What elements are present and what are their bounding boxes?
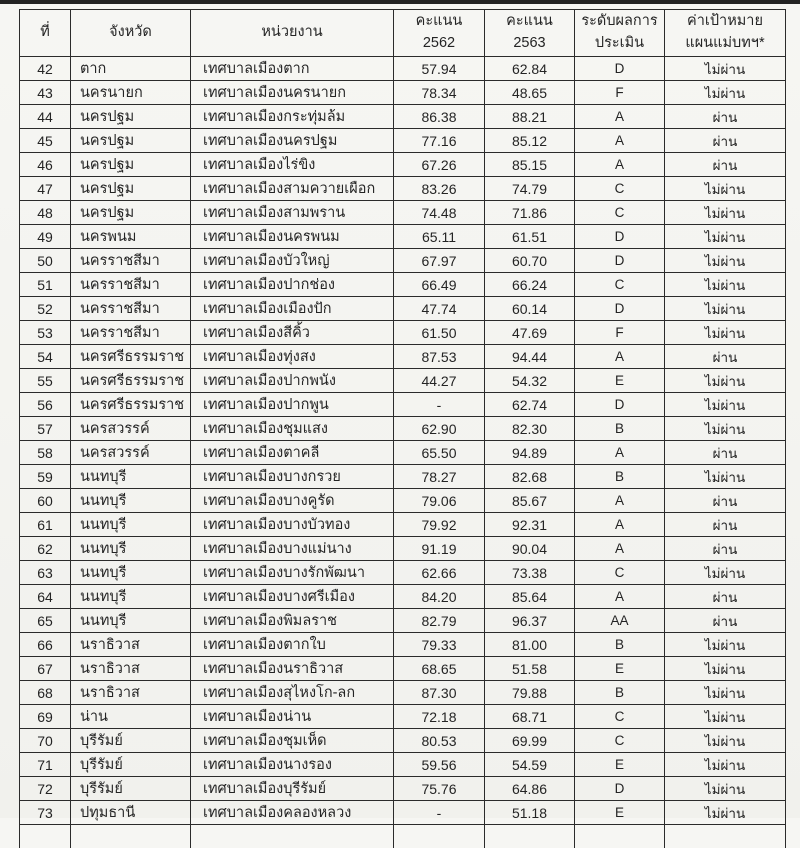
cell-no: 45 [20, 129, 71, 153]
cell-score_2562: 77.16 [394, 129, 485, 153]
col-header-target-line2: แผนแม่บทฯ* [665, 33, 785, 55]
col-header-score-2562 [394, 10, 485, 57]
cell-score_2563: 61.51 [485, 225, 575, 249]
cell-score_2563: 62.74 [485, 393, 575, 417]
table-row [20, 417, 786, 441]
cell-no: 49 [20, 225, 71, 249]
cell-no: 48 [20, 201, 71, 225]
cell-score_2563: 54.59 [485, 753, 575, 777]
col-header-grade-line2: ประเมิน [575, 33, 664, 55]
cell-grade: C [575, 705, 665, 729]
cell-target: ไม่ผ่าน [665, 729, 786, 753]
cell-grade: B [575, 465, 665, 489]
cell-no: 50 [20, 249, 71, 273]
cell-grade: D [575, 57, 665, 81]
cell-agency: เทศบาลเมืองตาก [191, 57, 394, 81]
cell-province: นครสวรรค์ [71, 417, 191, 441]
cell-grade [575, 825, 665, 848]
table-row [20, 729, 786, 753]
cell-no: 68 [20, 681, 71, 705]
cell-score_2563: 96.37 [485, 609, 575, 633]
cell-score_2562: 67.97 [394, 249, 485, 273]
cell-score_2562: 62.66 [394, 561, 485, 585]
col-header-score-2563 [485, 10, 575, 57]
cell-grade: F [575, 321, 665, 345]
cell-target: ผ่าน [665, 609, 786, 633]
cell-grade: E [575, 657, 665, 681]
cell-province: นครศรีธรรมราช [71, 345, 191, 369]
cell-agency: เทศบาลเมืองบุรีรัมย์ [191, 777, 394, 801]
cell-no: 47 [20, 177, 71, 201]
table-row [20, 105, 786, 129]
cell-no: 43 [20, 81, 71, 105]
cell-agency: เทศบาลเมืองนครพนม [191, 225, 394, 249]
cell-score_2563: 71.86 [485, 201, 575, 225]
cell-target: ไม่ผ่าน [665, 681, 786, 705]
cell-province: นนทบุรี [71, 609, 191, 633]
evaluation-results-table [19, 9, 786, 848]
col-header-target-line1: ค่าเป้าหมาย [665, 11, 785, 33]
table-row [20, 81, 786, 105]
cell-grade: A [575, 585, 665, 609]
table-row [20, 585, 786, 609]
cell-score_2563: 51.58 [485, 657, 575, 681]
cell-province: นครราชสีมา [71, 273, 191, 297]
cell-agency: เทศบาลเมืองบางรักพัฒนา [191, 561, 394, 585]
table-row [20, 249, 786, 273]
cell-grade: A [575, 129, 665, 153]
cell-score_2562: 79.33 [394, 633, 485, 657]
cell-agency: เทศบาลเมืองสุไหงโก-ลก [191, 681, 394, 705]
cell-score_2563: 94.44 [485, 345, 575, 369]
cell-score_2562: 62.90 [394, 417, 485, 441]
cell-score_2563: 62.84 [485, 57, 575, 81]
table-row [20, 273, 786, 297]
cell-agency: เทศบาลเมืองทุ่งสง [191, 345, 394, 369]
cell-province: นครราชสีมา [71, 249, 191, 273]
cell-grade: B [575, 681, 665, 705]
cell-score_2563: 82.30 [485, 417, 575, 441]
table-row [20, 321, 786, 345]
cell-province: นครสวรรค์ [71, 441, 191, 465]
cell-score_2563: 92.31 [485, 513, 575, 537]
col-header-no-label: ที่ [40, 24, 50, 40]
cell-grade: AA [575, 609, 665, 633]
cell-no: 53 [20, 321, 71, 345]
table-row [20, 705, 786, 729]
cell-score_2562: 67.26 [394, 153, 485, 177]
cell-agency: เทศบาลเมืองนครนายก [191, 81, 394, 105]
col-header-agency-label: หน่วยงาน [261, 24, 322, 40]
cell-target: ไม่ผ่าน [665, 201, 786, 225]
cell-province: นครปฐม [71, 105, 191, 129]
cell-grade: C [575, 561, 665, 585]
cell-target: ผ่าน [665, 441, 786, 465]
cell-target: ไม่ผ่าน [665, 57, 786, 81]
cell-no: 44 [20, 105, 71, 129]
cell-grade: B [575, 417, 665, 441]
cell-target: ผ่าน [665, 153, 786, 177]
col-header-no [20, 10, 71, 57]
cell-score_2562: - [394, 801, 485, 825]
cell-no: 73 [20, 801, 71, 825]
cell-target: ไม่ผ่าน [665, 705, 786, 729]
cell-no: 72 [20, 777, 71, 801]
col-header-province-label: จังหวัด [109, 24, 152, 40]
cell-target: ผ่าน [665, 489, 786, 513]
cell-score_2562: 61.50 [394, 321, 485, 345]
cell-province: นนทบุรี [71, 537, 191, 561]
cell-agency: เทศบาลเมืองสามพราน [191, 201, 394, 225]
cell-no: 54 [20, 345, 71, 369]
cell-grade: A [575, 441, 665, 465]
cell-no: 57 [20, 417, 71, 441]
cell-score_2563: 82.68 [485, 465, 575, 489]
cell-province: นครปฐม [71, 177, 191, 201]
cell-score_2562: 47.74 [394, 297, 485, 321]
table-row-partial [20, 825, 786, 848]
cell-no: 69 [20, 705, 71, 729]
cell-score_2563: 54.32 [485, 369, 575, 393]
cell-province [71, 825, 191, 848]
cell-score_2562: 79.92 [394, 513, 485, 537]
cell-score_2562: - [394, 393, 485, 417]
cell-no: 61 [20, 513, 71, 537]
col-header-score-2562-line2: 2562 [394, 33, 484, 55]
cell-agency: เทศบาลเมืองพิมลราช [191, 609, 394, 633]
cell-grade: B [575, 633, 665, 657]
col-header-grade [575, 10, 665, 57]
cell-score_2562: 86.38 [394, 105, 485, 129]
cell-province: นครปฐม [71, 129, 191, 153]
cell-target: ไม่ผ่าน [665, 273, 786, 297]
table-row [20, 657, 786, 681]
cell-score_2563: 85.64 [485, 585, 575, 609]
cell-province: บุรีรัมย์ [71, 777, 191, 801]
cell-grade: E [575, 753, 665, 777]
cell-score_2563: 69.99 [485, 729, 575, 753]
cell-score_2562: 83.26 [394, 177, 485, 201]
cell-agency: เทศบาลเมืองกระทุ่มล้ม [191, 105, 394, 129]
cell-score_2563: 60.14 [485, 297, 575, 321]
cell-agency: เทศบาลเมืองบางคูรัด [191, 489, 394, 513]
table-row [20, 801, 786, 825]
cell-score_2562: 82.79 [394, 609, 485, 633]
cell-province: นครพนม [71, 225, 191, 249]
cell-agency: เทศบาลเมืองชุมเห็ด [191, 729, 394, 753]
cell-score_2563: 64.86 [485, 777, 575, 801]
table-row [20, 489, 786, 513]
cell-grade: D [575, 297, 665, 321]
cell-agency: เทศบาลเมืองชุมแสง [191, 417, 394, 441]
table-row [20, 753, 786, 777]
cell-score_2562: 68.65 [394, 657, 485, 681]
cell-score_2563: 90.04 [485, 537, 575, 561]
cell-score_2563: 81.00 [485, 633, 575, 657]
cell-agency: เทศบาลเมืองบางแม่นาง [191, 537, 394, 561]
cell-no: 59 [20, 465, 71, 489]
cell-grade: A [575, 489, 665, 513]
table-row [20, 201, 786, 225]
table-row [20, 129, 786, 153]
cell-score_2562: 78.34 [394, 81, 485, 105]
cell-target: ไม่ผ่าน [665, 465, 786, 489]
cell-no: 70 [20, 729, 71, 753]
cell-target: ไม่ผ่าน [665, 657, 786, 681]
cell-score_2562: 75.76 [394, 777, 485, 801]
table-body [20, 57, 786, 848]
cell-agency: เทศบาลเมืองสีคิ้ว [191, 321, 394, 345]
cell-agency: เทศบาลเมืองตากใบ [191, 633, 394, 657]
cell-grade: A [575, 345, 665, 369]
cell-province: บุรีรัมย์ [71, 753, 191, 777]
cell-agency: เทศบาลเมืองเมืองปัก [191, 297, 394, 321]
cell-no: 46 [20, 153, 71, 177]
col-header-agency [191, 10, 394, 57]
cell-province: น่าน [71, 705, 191, 729]
table-row [20, 465, 786, 489]
cell-province: นครราชสีมา [71, 297, 191, 321]
cell-score_2562: 59.56 [394, 753, 485, 777]
cell-score_2562: 57.94 [394, 57, 485, 81]
col-header-grade-line1: ระดับผลการ [575, 11, 664, 33]
table-row [20, 153, 786, 177]
cell-target: ไม่ผ่าน [665, 81, 786, 105]
cell-target: ผ่าน [665, 537, 786, 561]
cell-grade: D [575, 249, 665, 273]
cell-target: ไม่ผ่าน [665, 633, 786, 657]
cell-agency: เทศบาลเมืองปากพนัง [191, 369, 394, 393]
cell-target: ไม่ผ่าน [665, 177, 786, 201]
cell-target: ไม่ผ่าน [665, 777, 786, 801]
cell-no: 58 [20, 441, 71, 465]
table-row [20, 441, 786, 465]
cell-target [665, 825, 786, 848]
cell-agency: เทศบาลเมืองปากช่อง [191, 273, 394, 297]
table-row [20, 513, 786, 537]
col-header-score-2563-line1: คะแนน [485, 11, 574, 33]
cell-target: ผ่าน [665, 585, 786, 609]
cell-score_2562: 87.30 [394, 681, 485, 705]
cell-agency: เทศบาลเมืองตาคลี [191, 441, 394, 465]
cell-score_2562: 91.19 [394, 537, 485, 561]
cell-no: 56 [20, 393, 71, 417]
cell-province: นนทบุรี [71, 465, 191, 489]
cell-no: 42 [20, 57, 71, 81]
cell-province: นครศรีธรรมราช [71, 369, 191, 393]
cell-province: นนทบุรี [71, 585, 191, 609]
cell-score_2563: 66.24 [485, 273, 575, 297]
col-header-score-2563-line2: 2563 [485, 33, 574, 55]
table-row [20, 369, 786, 393]
cell-grade: C [575, 177, 665, 201]
cell-province: นครนายก [71, 81, 191, 105]
cell-target: ผ่าน [665, 105, 786, 129]
cell-score_2563: 51.18 [485, 801, 575, 825]
cell-grade: D [575, 777, 665, 801]
table-row [20, 561, 786, 585]
cell-target: ไม่ผ่าน [665, 369, 786, 393]
cell-no: 60 [20, 489, 71, 513]
cell-no: 64 [20, 585, 71, 609]
cell-score_2563: 79.88 [485, 681, 575, 705]
cell-score_2562: 78.27 [394, 465, 485, 489]
cell-score_2562: 84.20 [394, 585, 485, 609]
cell-agency: เทศบาลเมืองปากพูน [191, 393, 394, 417]
cell-grade: A [575, 513, 665, 537]
cell-score_2563: 68.71 [485, 705, 575, 729]
cell-no: 66 [20, 633, 71, 657]
cell-agency: เทศบาลเมืองบางกรวย [191, 465, 394, 489]
col-header-score-2562-line1: คะแนน [394, 11, 484, 33]
cell-target: ไม่ผ่าน [665, 801, 786, 825]
cell-grade: E [575, 369, 665, 393]
cell-score_2563: 74.79 [485, 177, 575, 201]
cell-province: นครปฐม [71, 201, 191, 225]
cell-grade: A [575, 537, 665, 561]
cell-grade: A [575, 153, 665, 177]
cell-target: ไม่ผ่าน [665, 249, 786, 273]
cell-agency: เทศบาลเมืองสามควายเผือก [191, 177, 394, 201]
cell-grade: D [575, 225, 665, 249]
cell-province: นครราชสีมา [71, 321, 191, 345]
cell-province: นนทบุรี [71, 561, 191, 585]
cell-agency: เทศบาลเมืองไร่ขิง [191, 153, 394, 177]
cell-province: บุรีรัมย์ [71, 729, 191, 753]
cell-agency: เทศบาลเมืองคลองหลวง [191, 801, 394, 825]
cell-score_2562: 65.11 [394, 225, 485, 249]
cell-agency [191, 825, 394, 848]
cell-no: 71 [20, 753, 71, 777]
col-header-target [665, 10, 786, 57]
cell-score_2563: 94.89 [485, 441, 575, 465]
cell-score_2563: 47.69 [485, 321, 575, 345]
cell-no: 65 [20, 609, 71, 633]
table-row [20, 177, 786, 201]
cell-score_2562: 87.53 [394, 345, 485, 369]
cell-agency: เทศบาลเมืองบางศรีเมือง [191, 585, 394, 609]
cell-target: ไม่ผ่าน [665, 753, 786, 777]
table-row [20, 345, 786, 369]
cell-grade: D [575, 393, 665, 417]
cell-score_2562: 72.18 [394, 705, 485, 729]
table-row [20, 681, 786, 705]
table-row [20, 609, 786, 633]
cell-grade: C [575, 201, 665, 225]
cell-score_2563: 60.70 [485, 249, 575, 273]
table-row [20, 297, 786, 321]
cell-grade: A [575, 105, 665, 129]
table-header [20, 10, 786, 57]
cell-agency: เทศบาลเมืองนางรอง [191, 753, 394, 777]
cell-no: 62 [20, 537, 71, 561]
table-row [20, 633, 786, 657]
cell-province: นนทบุรี [71, 513, 191, 537]
cell-target: ไม่ผ่าน [665, 321, 786, 345]
cell-agency: เทศบาลเมืองน่าน [191, 705, 394, 729]
scan-edge-line [0, 0, 800, 4]
header-row [20, 10, 786, 57]
cell-grade: C [575, 273, 665, 297]
table-row [20, 393, 786, 417]
cell-grade: E [575, 801, 665, 825]
cell-target: ไม่ผ่าน [665, 561, 786, 585]
cell-grade: C [575, 729, 665, 753]
cell-no: 67 [20, 657, 71, 681]
cell-no [20, 825, 71, 848]
cell-target: ไม่ผ่าน [665, 297, 786, 321]
cell-score_2562 [394, 825, 485, 848]
cell-target: ผ่าน [665, 513, 786, 537]
cell-target: ไม่ผ่าน [665, 417, 786, 441]
table-row [20, 777, 786, 801]
cell-score_2563: 85.67 [485, 489, 575, 513]
cell-target: ผ่าน [665, 345, 786, 369]
cell-score_2562: 79.06 [394, 489, 485, 513]
table-row [20, 57, 786, 81]
cell-no: 55 [20, 369, 71, 393]
table-row [20, 537, 786, 561]
cell-score_2562: 65.50 [394, 441, 485, 465]
cell-score_2563: 85.12 [485, 129, 575, 153]
cell-province: นครศรีธรรมราช [71, 393, 191, 417]
cell-score_2562: 74.48 [394, 201, 485, 225]
cell-score_2563: 85.15 [485, 153, 575, 177]
cell-score_2562: 44.27 [394, 369, 485, 393]
cell-agency: เทศบาลเมืองนราธิวาส [191, 657, 394, 681]
cell-province: นราธิวาส [71, 657, 191, 681]
cell-no: 63 [20, 561, 71, 585]
cell-province: ปทุมธานี [71, 801, 191, 825]
cell-target: ผ่าน [665, 129, 786, 153]
cell-no: 51 [20, 273, 71, 297]
cell-score_2563: 48.65 [485, 81, 575, 105]
cell-score_2562: 80.53 [394, 729, 485, 753]
cell-target: ไม่ผ่าน [665, 393, 786, 417]
cell-province: ตาก [71, 57, 191, 81]
cell-no: 52 [20, 297, 71, 321]
cell-agency: เทศบาลเมืองบัวใหญ่ [191, 249, 394, 273]
cell-province: นราธิวาส [71, 681, 191, 705]
cell-target: ไม่ผ่าน [665, 225, 786, 249]
cell-agency: เทศบาลเมืองบางบัวทอง [191, 513, 394, 537]
cell-agency: เทศบาลเมืองนครปฐม [191, 129, 394, 153]
cell-score_2563: 73.38 [485, 561, 575, 585]
cell-province: นครปฐม [71, 153, 191, 177]
cell-province: นราธิวาส [71, 633, 191, 657]
table-row [20, 225, 786, 249]
cell-score_2563: 88.21 [485, 105, 575, 129]
col-header-province [71, 10, 191, 57]
cell-score_2562: 66.49 [394, 273, 485, 297]
cell-province: นนทบุรี [71, 489, 191, 513]
cell-score_2563 [485, 825, 575, 848]
cell-grade: F [575, 81, 665, 105]
